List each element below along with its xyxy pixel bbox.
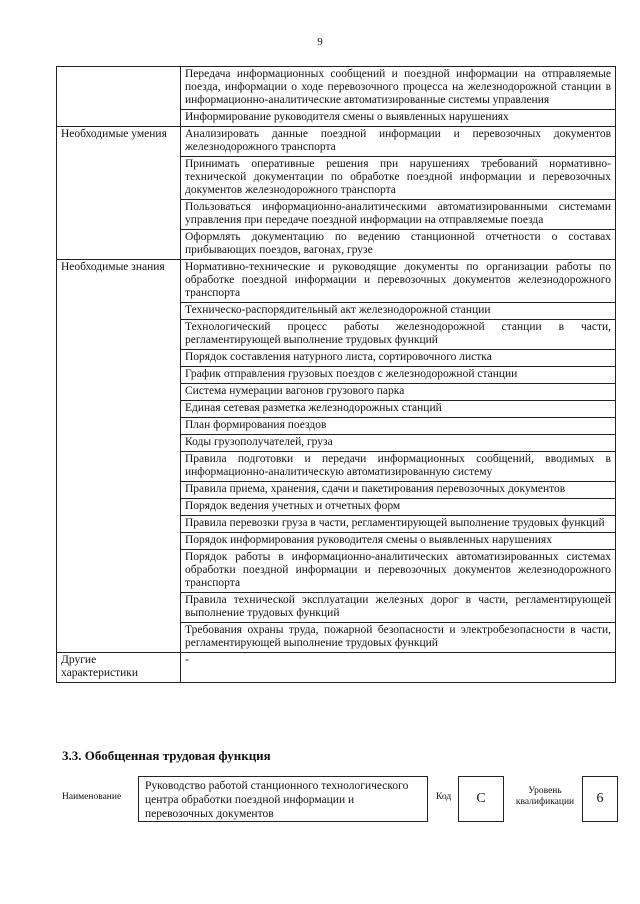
row-item: Правила приема, хранения, сдачи и пакетирования перевозочных документов [181,482,616,499]
section-title: 3.3. Обобщенная трудовая функция [62,748,271,763]
code-label: Код [436,792,452,802]
row-label [57,67,181,127]
table-row [57,260,616,303]
row-item: Нормативно-технические и руководящие документы по организации работы по обработке поездной информации и перевозочных документов железнодорожного транспорта [181,260,616,303]
level-label: Уровень квалификации [515,786,575,807]
row-item: Технологический процесс работы железнодорожной станции в части, регламентирующей выполнение трудовых функций [181,320,616,350]
row-item: План формирования поездов [181,418,616,435]
row-label: Необходимые знания [57,260,181,653]
row-item: Оформлять документацию по ведению станционной отчетности о составах прибывающих поездов, вагонах, грузе [181,230,616,260]
row-item: Пользоваться информационно-аналитическими автоматизированными системами управления при передаче поездной информации на отправляемые поезда [181,200,616,230]
row-item: Правила перевозки груза в части, регламентирующей выполнение трудовых функций [181,516,616,533]
function-info-row [62,776,622,822]
row-item: Техническо-распорядительный акт железнодорожной станции [181,303,616,320]
row-item: Система нумерации вагонов грузового парка [181,384,616,401]
row-item: Порядок работы в информационно-аналитических автоматизированных системах обработки поездной информации и перевозочных документов железнодорожного транспорта [181,550,616,593]
row-item: Порядок составления натурного листа, сортировочного листка [181,350,616,367]
row-item: Единая сетевая разметка железнодорожных станций [181,401,616,418]
requirements-table [56,66,616,683]
table-row [57,127,616,157]
row-item: - [181,653,616,683]
row-item: Передача информационных сообщений и поездной информации на отправляемые поезда, информации о ходе перевозочного процесса на железнодорожной станции в информационно-аналитические автоматизированные системы управления [181,67,616,110]
row-item: Требования охраны труда, пожарной безопасности и электробезопасности в части, регламентирующей выполнение трудовых функций [181,623,616,653]
row-item: Правила технической эксплуатации железных дорог в части, регламентирующей выполнение трудовых функций [181,593,616,623]
row-item: График отправления грузовых поездов с железнодорожной станции [181,367,616,384]
row-label: Необходимые умения [57,127,181,260]
row-item: Правила подготовки и передачи информационных сообщений, вводимых в информационно-аналитическую автоматизированную систему [181,452,616,482]
row-item: Информирование руководителя смены о выявленных нарушениях [181,110,616,127]
row-item: Принимать оперативные решения при нарушениях требований нормативно-технической документации по обработке поездной информации и перевозочных документов железнодорожного транспорта [181,157,616,200]
page-number: 9 [317,36,323,48]
code-value: C [458,776,504,822]
name-label: Наименование [62,792,122,802]
row-label: Другие характеристики [57,653,181,683]
row-item: Порядок ведения учетных и отчетных форм [181,499,616,516]
table-row [57,653,616,683]
row-item: Порядок информирования руководителя смены о выявленных нарушениях [181,533,616,550]
table-row [57,67,616,110]
row-item: Анализировать данные поездной информации и перевозочных документов железнодорожного транспорта [181,127,616,157]
name-value: Руководство работой станционного технологического центра обработки поездной информации и перевозочных документов [138,776,428,822]
row-item: Коды грузополучателей, груза [181,435,616,452]
level-value: 6 [582,776,618,822]
